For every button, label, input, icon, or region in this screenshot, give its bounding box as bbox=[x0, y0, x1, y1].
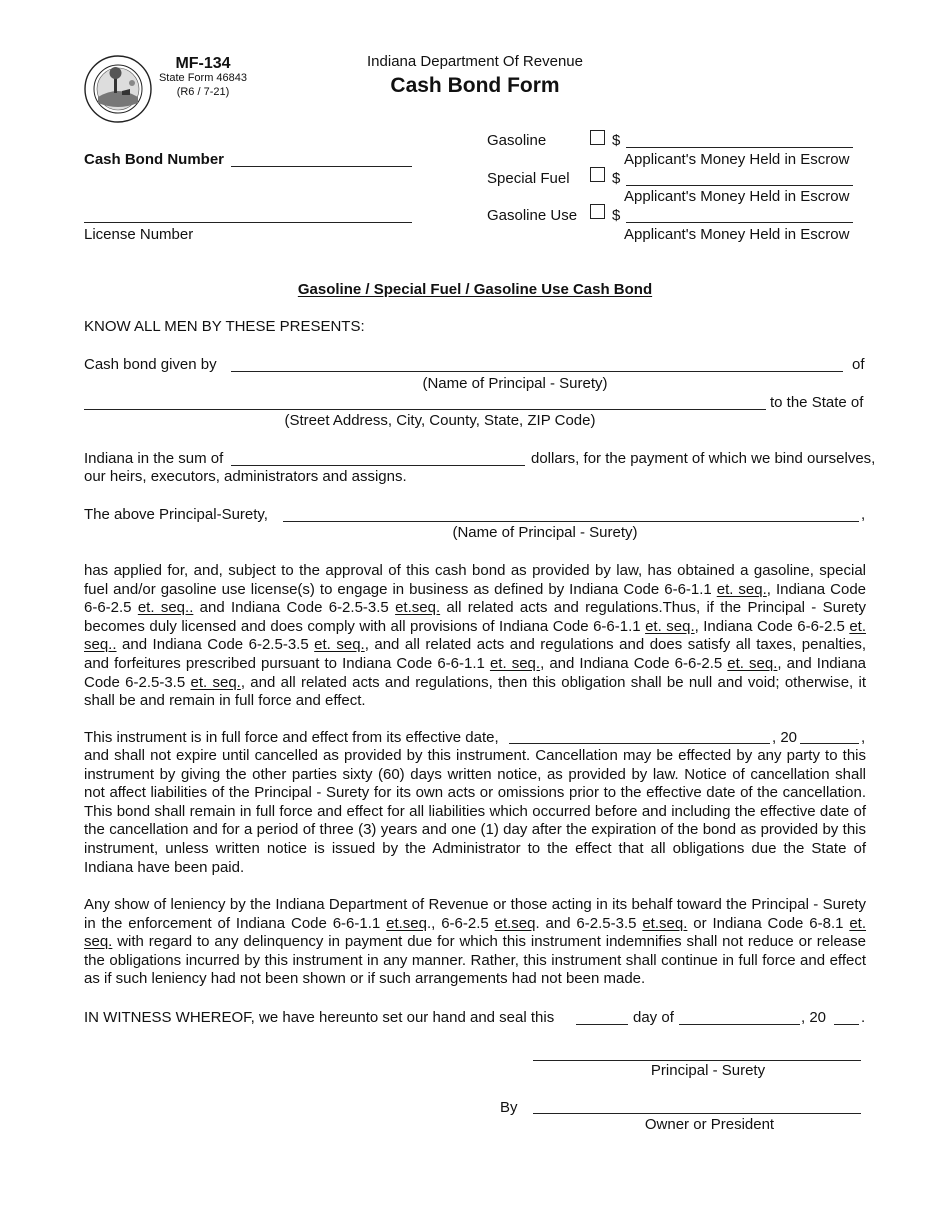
witness-year-field[interactable] bbox=[834, 1024, 859, 1025]
witness-text: IN WITNESS WHEREOF, we have hereunto set our hand and seal this bbox=[84, 1009, 555, 1026]
agency-name: Indiana Department Of Revenue bbox=[367, 53, 583, 70]
currency-symbol: $ bbox=[612, 207, 621, 224]
effective-date-field[interactable] bbox=[509, 743, 770, 744]
state-form-number: State Form 46843 bbox=[158, 72, 248, 84]
form-id: MF-134 bbox=[175, 55, 231, 72]
principal-signature-caption: Principal - Surety bbox=[650, 1062, 766, 1079]
sum-label: Indiana in the sum of bbox=[84, 450, 224, 467]
fuel-label: Gasoline bbox=[487, 132, 547, 149]
principal-label: The above Principal-Surety, bbox=[84, 506, 268, 523]
effective-year-prefix: , 20 bbox=[772, 729, 798, 746]
fuel-label: Special Fuel bbox=[487, 170, 570, 187]
owner-signature-field[interactable] bbox=[533, 1113, 861, 1114]
fuel-label: Gasoline Use bbox=[487, 207, 578, 224]
of-label: of bbox=[852, 356, 865, 373]
sum-line-2: our heirs, executors, administrators and assigns. bbox=[84, 468, 407, 485]
special-fuel-amount-field[interactable] bbox=[626, 185, 853, 186]
leniency-paragraph: Any show of leniency by the Indiana Department of Revenue or those acting in its behalf toward the Principal - Surety in the enforcement of Indiana Code 6-6-1.1 et.seq., 6-6-2.5 et.seq. and 6-2.5-3.5 et.seq. or Indiana Code 6-8.1 et. seq. with regard to any delinquency in payment due for which this instrument indemnifies shall not reduce or release the obligations incurred by this instrument in any manner. Rather, this instrument shall continue in full force and effect as if such leniency had not been shown or if such arrangements had not been made. bbox=[84, 896, 867, 988]
witness-month-field[interactable] bbox=[679, 1024, 800, 1025]
effective-date-comma: , bbox=[861, 729, 866, 746]
witness-day-of: day of bbox=[633, 1009, 674, 1026]
revision-date: (R6 / 7-21) bbox=[176, 86, 230, 98]
special-fuel-checkbox[interactable] bbox=[590, 167, 605, 182]
gasoline-use-checkbox[interactable] bbox=[590, 204, 605, 219]
bond-conditions-paragraph: has applied for, and, subject to the approval of this cash bond as provided by law, has obtained a gasoline, special fuel and/or gasoline use license(s) to engage in business as defined by Indiana Code 6-6-1.1 et. seq., Indiana Code 6-6-2.5 et. seq.. and Indiana Code 6-2.5-3.5 et.seq. all related acts and regulations.Thus, if the Principal - Surety becomes duly licensed and does comply with all provisions of Indiana Code 6-6-1.1 et. seq., Indiana Code 6-6-2.5 et. seq.. and Indiana Code 6-2.5-3.5 et. seq., and all related acts and regulations and does satisfy all taxes, penalties, and forfeitures prescribed pursuant to Indiana Code 6-6-1.1 et. seq., and Indiana Code 6-6-2.5 et. seq., and Indiana Code 6-2.5-3.5 et. seq., and all related acts and regulations, then this obligation shall be null and void; otherwise, it shall be and remain in full force and effect. bbox=[84, 562, 867, 710]
form-title: Cash Bond Form bbox=[390, 74, 560, 97]
currency-symbol: $ bbox=[612, 170, 621, 187]
cancellation-paragraph: and shall not expire until cancelled as provided by this instrument. Cancellation may be effected by any party to this instrument by giving the other parties sixty (60) days written notice, as provided by law. Notice of cancellation shall not affect liabilities of the Principal - Surety for its own acts or omissions prior to the effective date of the cancellation. This bond shall remain in full force and effect for all liabilities which occurred before and including the effective date of the cancellation and for a period of three (3) years and one (1) day after the expiration of the bond as provided by this instrument, unless written notice is issued by the Administrator to the effect that all obligations due the State of Indiana have been paid. bbox=[84, 747, 866, 876]
by-label: By bbox=[500, 1099, 518, 1116]
address-caption: (Street Address, City, County, State, ZIP Code) bbox=[284, 412, 596, 429]
to-state-label: to the State of bbox=[770, 394, 864, 411]
license-number-field[interactable] bbox=[84, 222, 412, 223]
witness-year-prefix: , 20 bbox=[801, 1009, 827, 1026]
principal-signature-field[interactable] bbox=[533, 1060, 861, 1061]
effective-date-label: This instrument is in full force and effect from its effective date, bbox=[84, 729, 499, 746]
escrow-caption: Applicant's Money Held in Escrow bbox=[624, 226, 850, 243]
cash-bond-number-field[interactable] bbox=[231, 166, 412, 167]
given-by-label: Cash bond given by bbox=[84, 356, 217, 373]
sum-amount-field[interactable] bbox=[231, 465, 525, 466]
escrow-caption: Applicant's Money Held in Escrow bbox=[624, 151, 850, 168]
state-seal bbox=[84, 55, 152, 123]
cash-bond-number-label: Cash Bond Number bbox=[84, 151, 225, 168]
sum-tail: dollars, for the payment of which we bind ourselves, bbox=[531, 450, 876, 467]
name-caption: (Name of Principal - Surety) bbox=[422, 375, 608, 392]
witness-day-field[interactable] bbox=[576, 1024, 628, 1025]
currency-symbol: $ bbox=[612, 132, 621, 149]
know-all-statement: KNOW ALL MEN BY THESE PRESENTS: bbox=[84, 318, 365, 335]
principal-comma: , bbox=[861, 506, 866, 523]
gasoline-amount-field[interactable] bbox=[626, 147, 853, 148]
witness-period: . bbox=[861, 1009, 866, 1026]
section-title: Gasoline / Special Fuel / Gasoline Use Cash Bond bbox=[297, 281, 653, 298]
principal-surety-field[interactable] bbox=[283, 521, 859, 522]
effective-year-field[interactable] bbox=[800, 743, 859, 744]
principal-name-field[interactable] bbox=[231, 371, 843, 372]
gasoline-checkbox[interactable] bbox=[590, 130, 605, 145]
principal-caption: (Name of Principal - Surety) bbox=[452, 524, 638, 541]
escrow-caption: Applicant's Money Held in Escrow bbox=[624, 188, 850, 205]
owner-signature-caption: Owner or President bbox=[644, 1116, 775, 1133]
address-field[interactable] bbox=[84, 409, 766, 410]
gasoline-use-amount-field[interactable] bbox=[626, 222, 853, 223]
license-number-label: License Number bbox=[84, 226, 194, 243]
